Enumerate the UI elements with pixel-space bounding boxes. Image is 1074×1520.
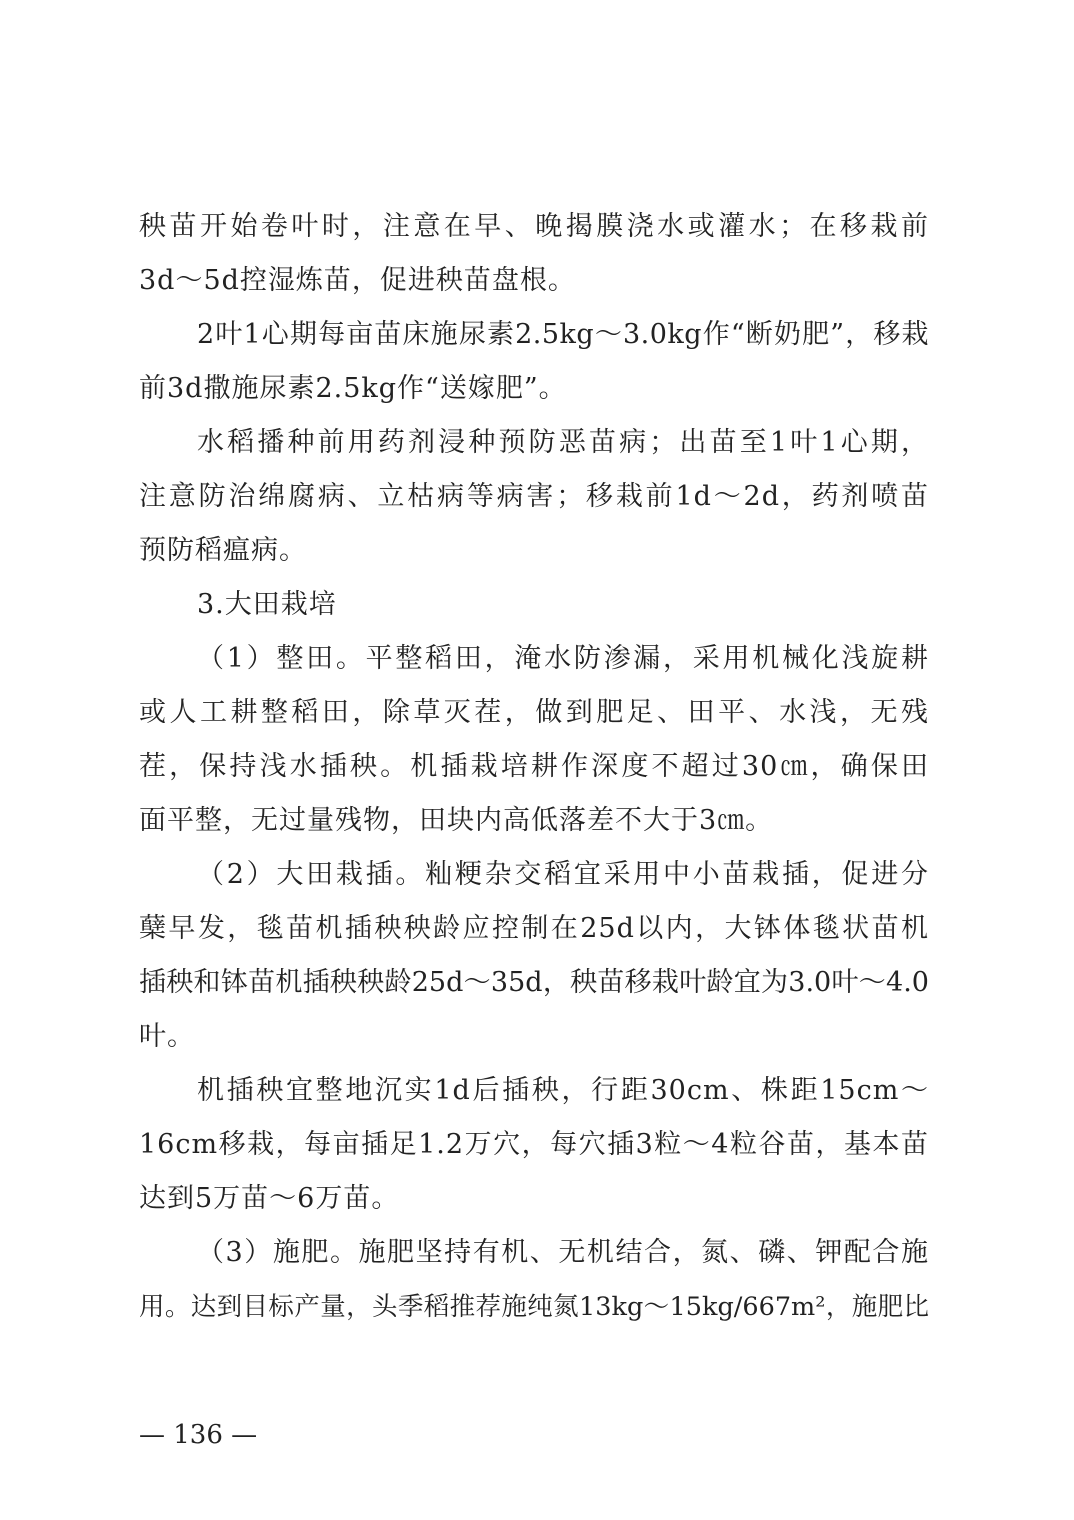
text-line: 3d～5d控湿炼苗，促进秧苗盘根。 <box>139 265 576 296</box>
text-line: 插秧和钵苗机插秧秧龄25d～35d，秧苗移栽叶龄宜为3.0叶～4.0 <box>139 967 929 998</box>
text-line: 叶。 <box>139 1021 195 1052</box>
text-line: 机插秧宜整地沉实1d后插秧，行距30cm、株距15cm～ <box>197 1075 929 1106</box>
text-line: 用。达到目标产量，头季稻推荐施纯氮13kg～15kg/667m²，施肥比 <box>139 1292 929 1322</box>
text-line: （1）整田。平整稻田，淹水防渗漏，采用机械化浅旋耕 <box>197 643 929 674</box>
text-line: 2叶1心期每亩苗床施尿素2.5kg～3.0kg作“断奶肥”，移栽 <box>197 319 929 350</box>
text-line: 或人工耕整稻田，除草灭茬，做到肥足、田平、水浅，无残 <box>139 697 929 728</box>
text-line: 茬，保持浅水插秧。机插栽培耕作深度不超过30㎝，确保田 <box>139 751 929 782</box>
text-line: 蘖早发，毯苗机插秧秧龄应控制在25d以内，大钵体毯状苗机 <box>139 913 929 944</box>
section-heading: 3.大田栽培 <box>197 589 337 620</box>
page-number: — 136 — <box>139 1420 258 1450</box>
text-line: 注意防治绵腐病、立枯病等病害；移栽前1d～2d，药剂喷苗 <box>139 481 929 512</box>
text-line: 预防稻瘟病。 <box>139 535 307 566</box>
text-line: （2）大田栽插。籼粳杂交稻宜采用中小苗栽插，促进分 <box>197 859 929 890</box>
text-line: 16cm移栽，每亩插足1.2万穴，每穴插3粒～4粒谷苗，基本苗 <box>139 1129 929 1160</box>
text-line: 达到5万苗～6万苗。 <box>139 1183 400 1214</box>
text-line: 前3d撒施尿素2.5kg作“送嫁肥”。 <box>139 373 567 404</box>
text-line: 面平整，无过量残物，田块内高低落差不大于3㎝。 <box>139 805 774 836</box>
text-line: 秧苗开始卷叶时，注意在早、晚揭膜浇水或灌水；在移栽前 <box>139 211 929 242</box>
text-line: 水稻播种前用药剂浸种预防恶苗病；出苗至1叶1心期， <box>197 427 929 458</box>
body-text <box>139 200 929 1334</box>
text-line: （3）施肥。施肥坚持有机、无机结合，氮、磷、钾配合施 <box>197 1237 929 1268</box>
